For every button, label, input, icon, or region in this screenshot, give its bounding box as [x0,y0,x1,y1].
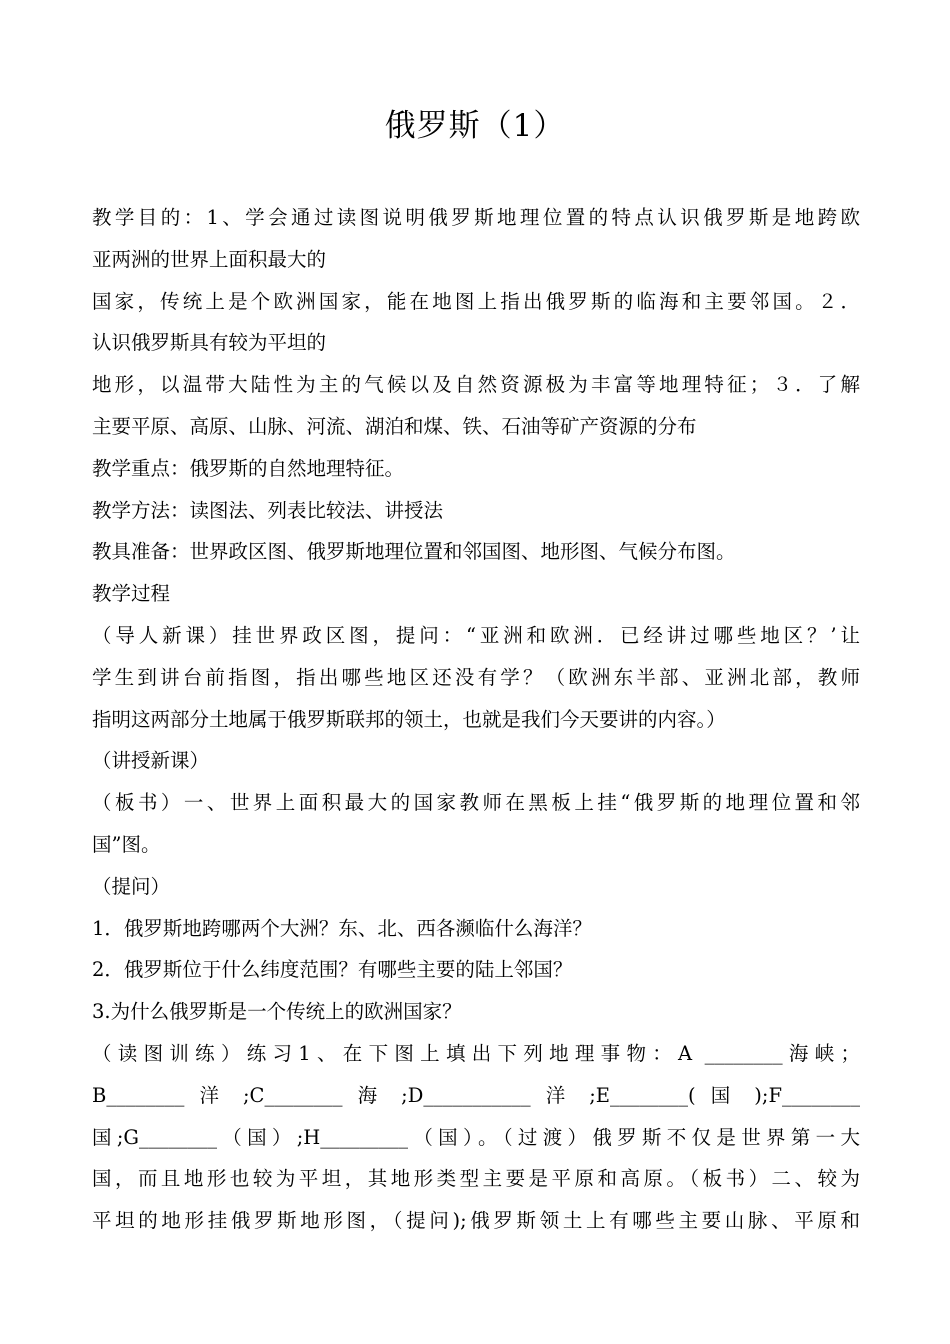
text-line: B________ 洋 ;C________ 海 ;D___________ 洋 ;E________( 国 );F________ [92,1083,860,1107]
text-line: 国，而且地形也较为平坦，其地形类型主要是平原和高原。（板书）二、较为 [92,1167,860,1191]
text-line: 认识俄罗斯具有较为平坦的 [92,331,327,355]
text-line: 地形，以温带大陆性为主的气候以及自然资源极为丰富等地理特征；３．了解 [92,373,860,397]
text-line: （读图训练）练习1、在下图上填出下列地理事物：A ________海峡； [92,1041,860,1065]
text-line: 教学目的：1、学会通过读图说明俄罗斯地理位置的特点认识俄罗斯是地跨欧 [92,206,860,229]
text-line: 主要平原、高原、山脉、河流、湖泊和煤、铁、石油等矿产资源的分布 [92,414,697,438]
text-line: （板书）一、世界上面积最大的国家教师在黑板上挂“俄罗斯的地理位置和邻 [92,791,860,815]
text-line: 国”图。 [92,832,161,856]
text-line: 亚两洲的世界上面积最大的 [92,247,327,271]
text-line: （讲授新课） [92,749,210,773]
text-line: 教具准备：世界政区图、俄罗斯地理位置和邻国图、地形图、气候分布图。 [92,540,736,564]
text-line: 3.为什么俄罗斯是一个传统上的欧洲国家？ [92,1000,462,1024]
document-body [92,197,860,1242]
text-line: 平坦的地形挂俄罗斯地形图，（提问);俄罗斯领土上有哪些主要山脉、平原和 [92,1209,860,1233]
text-line: （导人新课）挂世界政区图，提问：“亚洲和欧洲．已经讲过哪些地区？’让 [92,623,860,647]
text-line: 学生到讲台前指图，指出哪些地区还没有学？（欧洲东半部、亚洲北部，教师 [92,665,860,689]
text-line: （提问） [92,874,171,898]
text-line: 2．俄罗斯位于什么纬度范围？有哪些主要的陆上邻国？ [92,958,573,982]
text-line: 教学重点：俄罗斯的自然地理特征。 [92,456,405,480]
text-line: 教学过程 [92,582,171,606]
text-line: 指明这两部分土地属于俄罗斯联邦的领土，也就是我们今天要讲的内容。） [92,707,726,731]
text-line: 国家，传统上是个欧洲国家，能在地图上指出俄罗斯的临海和主要邻国。２． [92,289,860,313]
document-title: 俄罗斯（1） [384,108,566,144]
text-line: 教学方法：读图法、列表比较法、讲授法 [92,498,444,522]
text-line: 1．俄罗斯地跨哪两个大洲？东、北、西各濒临什么海洋？ [92,916,592,940]
text-line: 国;G________（国）;H_________（国）。（过渡）俄罗斯不仅是世界第一大 [92,1125,860,1149]
